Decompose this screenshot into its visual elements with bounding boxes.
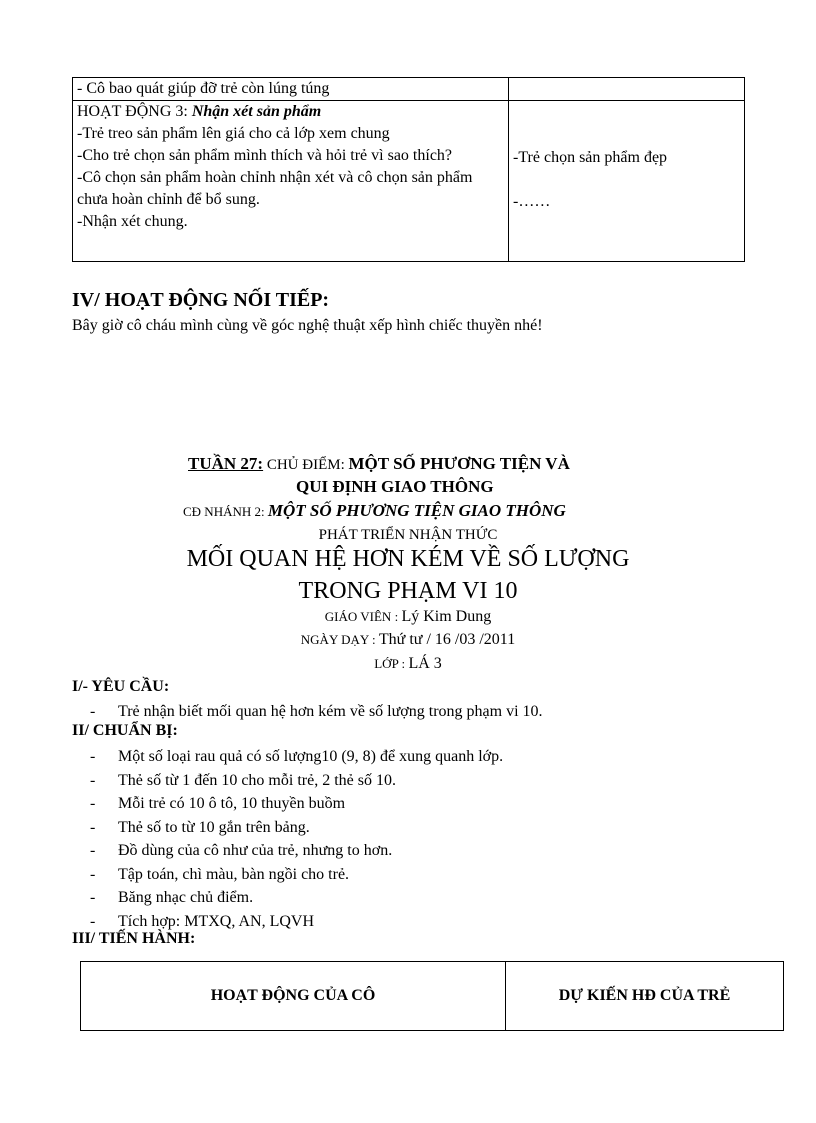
list-item: - Đồ dùng của cô như của trẻ, nhưng to hơn. xyxy=(90,839,503,863)
child-response-line: -…… xyxy=(513,193,551,210)
week-theme-line xyxy=(188,454,570,474)
list-item: - Băng nhạc chủ điểm. xyxy=(90,886,503,910)
sub-theme-label: CĐ NHÁNH 2: xyxy=(183,504,268,519)
list-item: - Một số loại rau quả có số lượng10 (9, 8) để xung quanh lớp. xyxy=(90,745,503,769)
list-item: - Tích hợp: MTXQ, AN, LQVH xyxy=(90,910,503,934)
teacher-name: Lý Kim Dung xyxy=(401,608,492,625)
lesson-title-line2: TRONG PHẠM VI 10 xyxy=(298,578,518,604)
requirements-heading: I/- YÊU CẦU: xyxy=(72,678,170,695)
class-name: LÁ 3 xyxy=(408,655,442,672)
lesson-title-line1: MỐI QUAN HỆ HƠN KÉM VỀ SỐ LƯỢNG xyxy=(186,546,630,572)
col-child-activity: DỰ KIẾN HĐ CỦA TRẺ xyxy=(506,962,784,1031)
class-line: LỚP : LÁ 3 xyxy=(374,655,442,672)
activity-3-line: -Trẻ treo sản phẩm lên giá cho cả lớp xem chung xyxy=(77,125,390,142)
section-4-text: Bây giờ cô cháu mình cùng về góc nghệ thuật xếp hình chiếc thuyền nhé! xyxy=(72,317,543,334)
preparation-list xyxy=(90,745,503,933)
activity-3-line: -Nhận xét chung. xyxy=(77,213,188,230)
list-item: - Thẻ số to từ 10 gắn trên bảng. xyxy=(90,816,503,840)
teaching-date: Thứ tư / 16 /03 /2011 xyxy=(378,631,516,648)
activity-3-line: -Cô chọn sản phẩm hoàn chỉnh nhận xét và cô chọn sản phẩm chưa hoàn chỉnh để bổ sung. xyxy=(77,169,473,208)
child-response-line: -Trẻ chọn sản phẩm đẹp xyxy=(513,149,668,166)
list-item: - Mỗi trẻ có 10 ô tô, 10 thuyền buồm xyxy=(90,792,503,816)
theme-line1: MỘT SỐ PHƯƠNG TIỆN VÀ xyxy=(348,454,570,473)
teacher-line: GIÁO VIÊN : Lý Kim Dung xyxy=(324,608,492,625)
list-item: - Thẻ số từ 1 đến 10 cho mỗi trẻ, 2 thẻ số 10. xyxy=(90,769,503,793)
sub-theme-line xyxy=(183,501,566,521)
cell-activity-3 xyxy=(73,101,509,262)
field-title: PHÁT TRIỂN NHẬN THỨC xyxy=(318,527,498,543)
date-line: NGÀY DẠY : Thứ tư / 16 /03 /2011 xyxy=(300,631,516,648)
theme-line2: QUI ĐỊNH GIAO THÔNG xyxy=(296,477,494,496)
cell-child-response xyxy=(509,101,745,262)
procedure-heading: III/ TIẾN HÀNH: xyxy=(72,930,196,947)
week-label: TUẦN 27: xyxy=(188,454,264,473)
activity-table-continued xyxy=(72,77,745,262)
activity-3-line: -Cho trẻ chọn sản phẩm mình thích và hỏi trẻ vì sao thích? xyxy=(77,147,453,164)
list-item: - Trẻ nhận biết mối quan hệ hơn kém về số lượng trong phạm vi 10. xyxy=(90,700,543,724)
requirements-list xyxy=(90,700,543,724)
col-teacher-activity: HOẠT ĐỘNG CỦA CÔ xyxy=(81,962,506,1031)
section-4-heading: IV/ HOẠT ĐỘNG NỐI TIẾP: xyxy=(72,289,330,311)
preparation-heading: II/ CHUẨN BỊ: xyxy=(72,722,178,739)
list-item: - Tập toán, chì màu, bàn ngồi cho trẻ. xyxy=(90,863,503,887)
procedure-table xyxy=(80,961,784,1031)
activity-3-heading: HOẠT ĐỘNG 3: Nhận xét sản phẩm xyxy=(77,103,322,120)
theme-label: CHỦ ĐIỂM: xyxy=(263,457,349,473)
cell-empty xyxy=(509,78,745,101)
sub-theme-title: MỘT SỐ PHƯƠNG TIỆN GIAO THÔNG xyxy=(267,501,566,520)
cell-supervise: - Cô bao quát giúp đỡ trẻ còn lúng túng xyxy=(73,78,509,101)
